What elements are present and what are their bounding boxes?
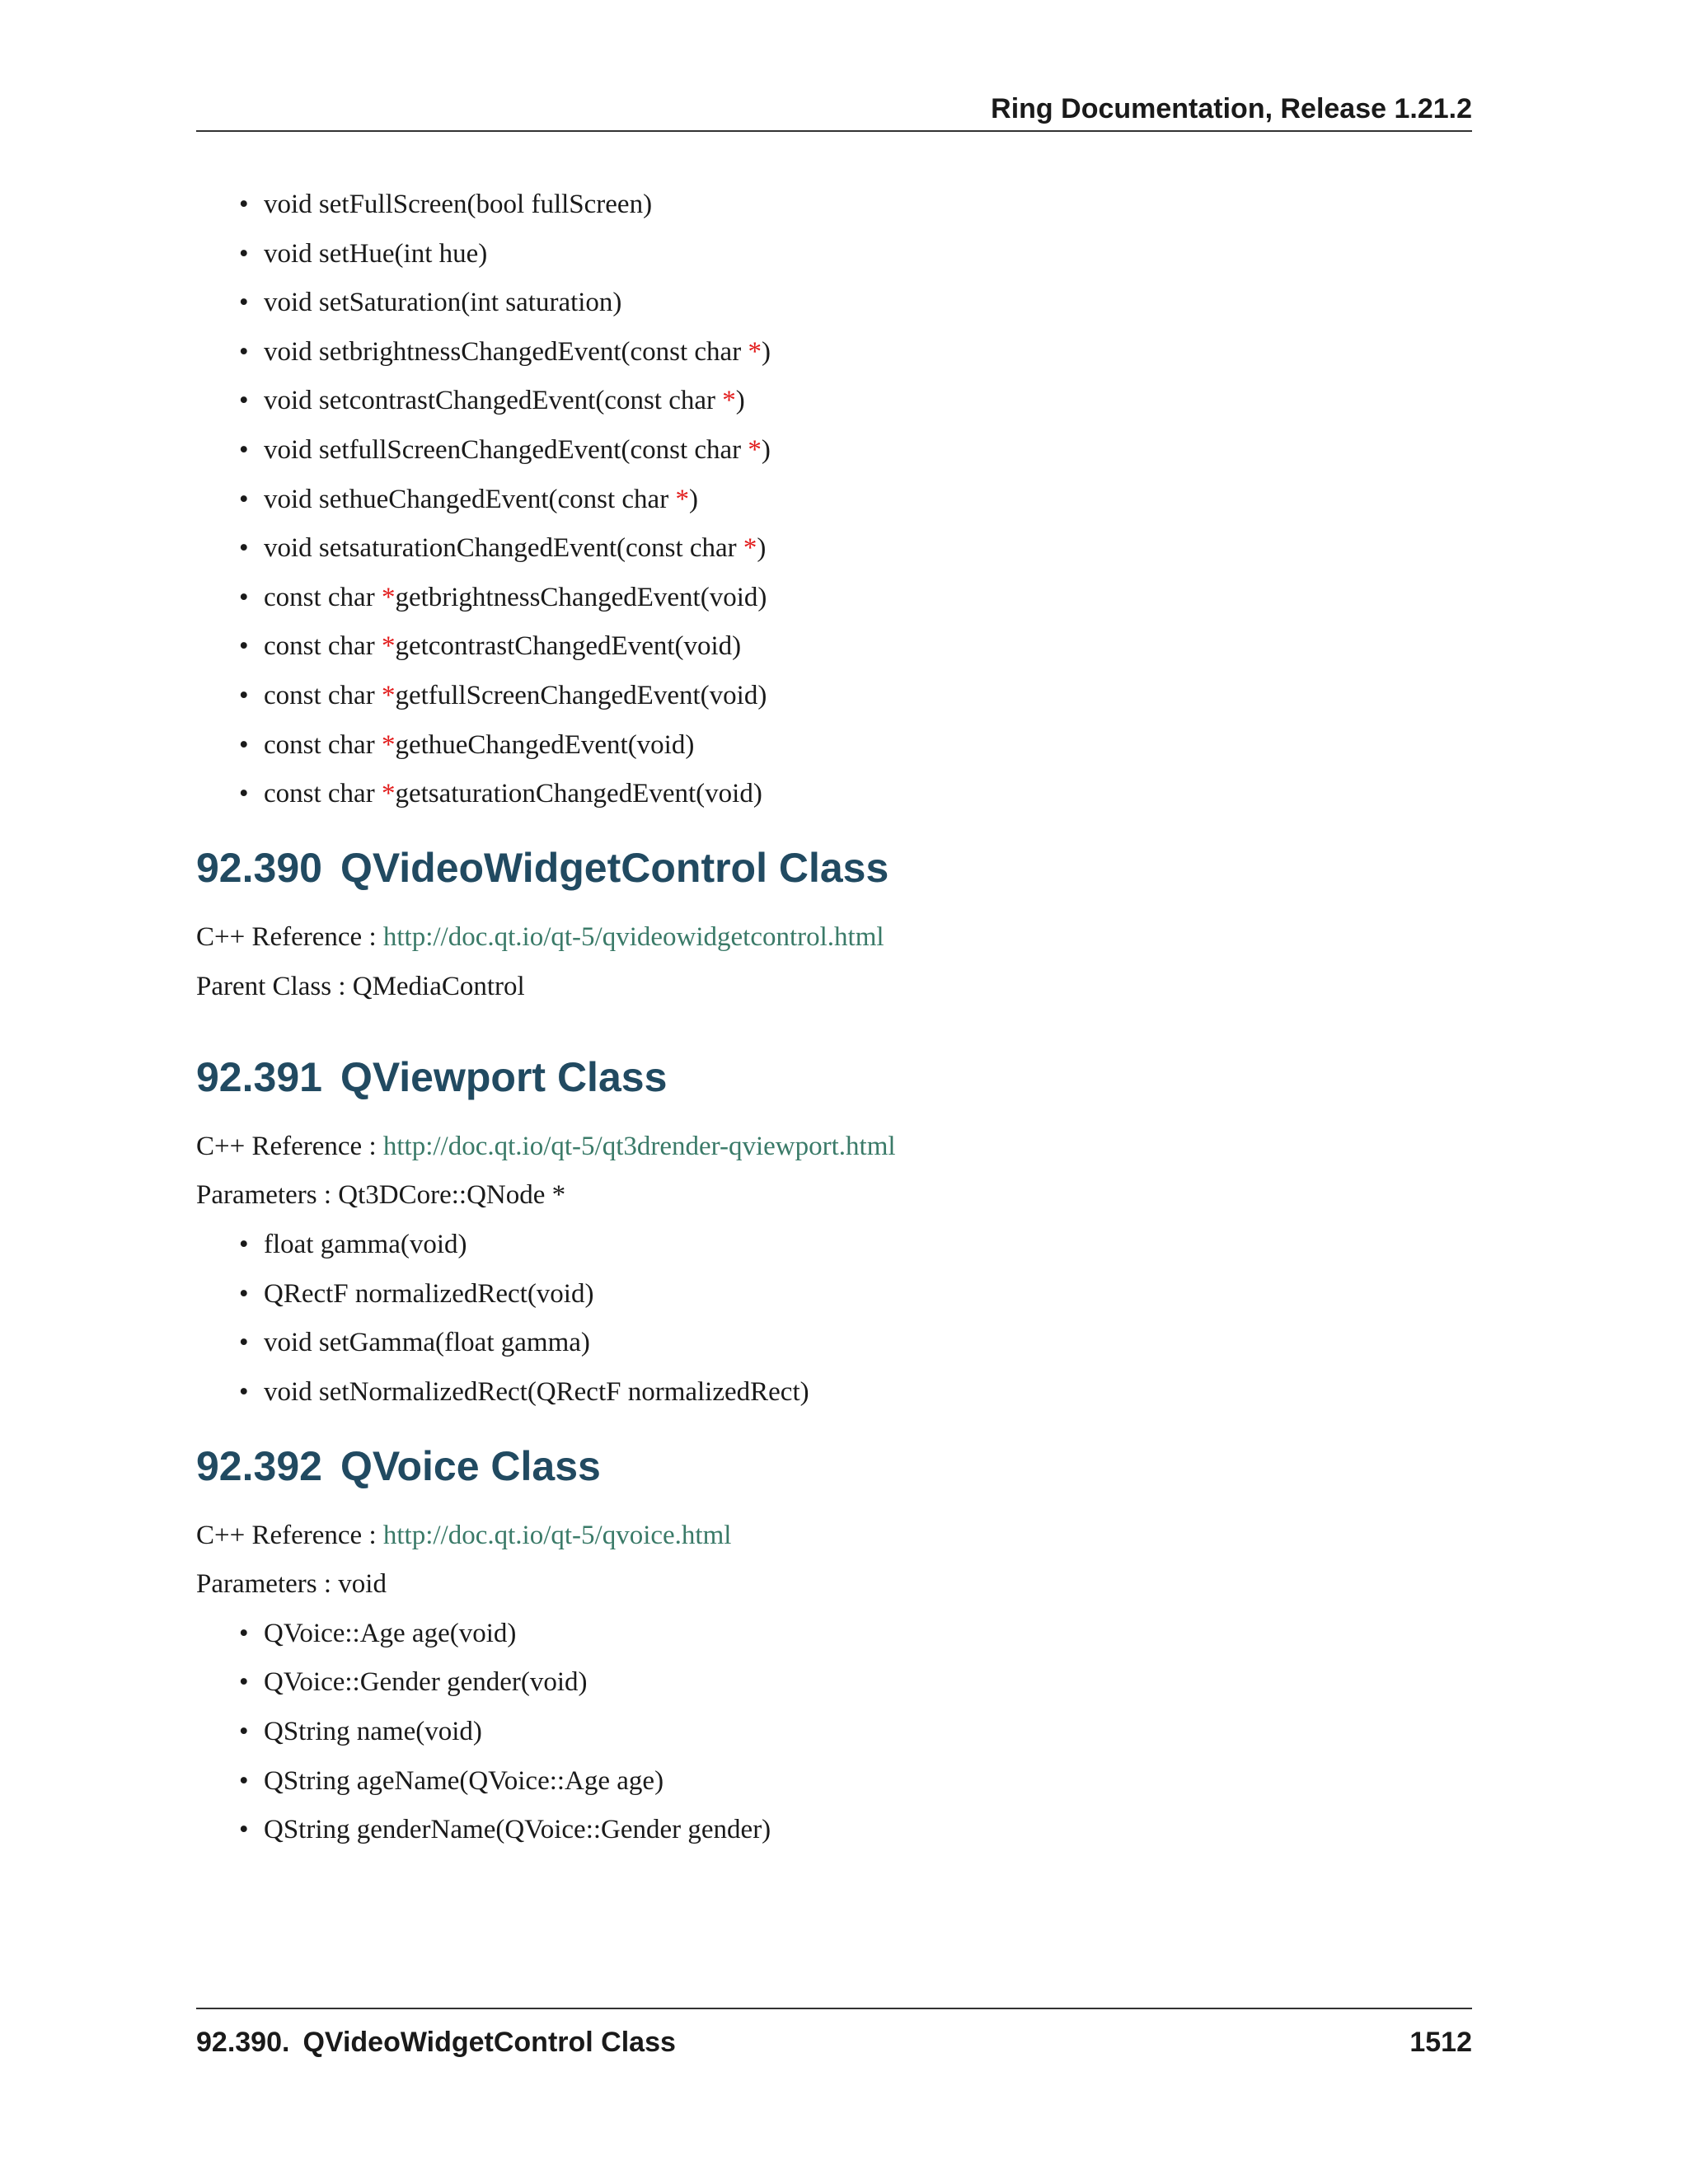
- running-header: [196, 92, 1472, 132]
- running-footer: [196, 2008, 1472, 2059]
- list-item: • void setFullScreen(bool fullScreen): [264, 188, 1472, 221]
- list-item: • const char *gethueChangedEvent(void): [264, 729, 1472, 762]
- document-title: Ring Documentation, Release 1.21.2: [991, 93, 1472, 124]
- list-item: • QString ageName(QVoice::Age age): [264, 1765, 1472, 1797]
- list-item: • void sethueChangedEvent(const char *): [264, 483, 1472, 516]
- list-item: • void setSaturation(int saturation): [264, 286, 1472, 319]
- parent-class: Parent Class : QMediaControl: [196, 971, 525, 1001]
- list-item: • const char *getcontrastChangedEvent(void): [264, 630, 1472, 663]
- section-title: QViewport Class: [340, 1053, 668, 1100]
- list-item: • void setcontrastChangedEvent(const char *): [264, 384, 1472, 417]
- page-number: 1512: [1409, 2027, 1472, 2058]
- list-item: • QVoice::Age age(void): [264, 1617, 1472, 1650]
- list-item: • const char *getfullScreenChangedEvent(void): [264, 679, 1472, 712]
- footer-section-title: QVideoWidgetControl Class: [302, 2027, 676, 2058]
- list-item: • QRectF normalizedRect(void): [264, 1277, 1472, 1310]
- list-item: • void setHue(int hue): [264, 237, 1472, 270]
- list-item: • void setsaturationChangedEvent(const char *): [264, 532, 1472, 565]
- section-number: 92.390: [196, 845, 322, 892]
- cpp-reference-link[interactable]: http://doc.qt.io/qt-5/qvoice.html: [382, 1520, 732, 1550]
- list-item: • void setfullScreenChangedEvent(const char *): [264, 434, 1472, 466]
- footer-section-number: 92.390.: [196, 2027, 290, 2058]
- section-heading-qvideowidgetcontrol: [196, 843, 1472, 893]
- list-item: • void setGamma(float gamma): [264, 1326, 1472, 1359]
- section-heading-qviewport: [196, 1052, 1472, 1102]
- section-number: 92.391: [196, 1053, 322, 1100]
- cpp-reference: C++ Reference : http://doc.qt.io/qt-5/qvideowidgetcontrol.html: [196, 922, 884, 953]
- section-title: QVoice Class: [340, 1442, 601, 1489]
- section-title: QVideoWidgetControl Class: [340, 845, 889, 892]
- parameters: Parameters : Qt3DCore::QNode *: [196, 1180, 566, 1211]
- list-item: • float gamma(void): [264, 1228, 1472, 1261]
- method-list: [196, 1617, 1472, 1846]
- page-body: [196, 188, 1472, 1863]
- footer-section: [196, 2026, 676, 2059]
- list-item: • QString genderName(QVoice::Gender gender): [264, 1813, 1472, 1846]
- list-item: • const char *getbrightnessChangedEvent(void): [264, 581, 1472, 614]
- section-number: 92.392: [196, 1442, 322, 1489]
- cpp-reference: C++ Reference : http://doc.qt.io/qt-5/qvoice.html: [196, 1520, 732, 1550]
- list-item: • void setbrightnessChangedEvent(const char *): [264, 335, 1472, 368]
- method-list: [196, 1228, 1472, 1408]
- cpp-reference: C++ Reference : http://doc.qt.io/qt-5/qt3drender-qviewport.html: [196, 1131, 896, 1161]
- method-list: [196, 188, 1472, 810]
- parameters: Parameters : void: [196, 1569, 387, 1600]
- section-heading-qvoice: [196, 1441, 1472, 1491]
- cpp-reference-link[interactable]: http://doc.qt.io/qt-5/qvideowidgetcontrol.html: [382, 922, 884, 953]
- list-item: • QString name(void): [264, 1715, 1472, 1748]
- list-item: • void setNormalizedRect(QRectF normalizedRect): [264, 1376, 1472, 1408]
- cpp-reference-link[interactable]: http://doc.qt.io/qt-5/qt3drender-qviewport.html: [382, 1131, 896, 1161]
- document-page: [196, 0, 1472, 2184]
- list-item: • QVoice::Gender gender(void): [264, 1666, 1472, 1699]
- list-item: • const char *getsaturationChangedEvent(void): [264, 777, 1472, 810]
